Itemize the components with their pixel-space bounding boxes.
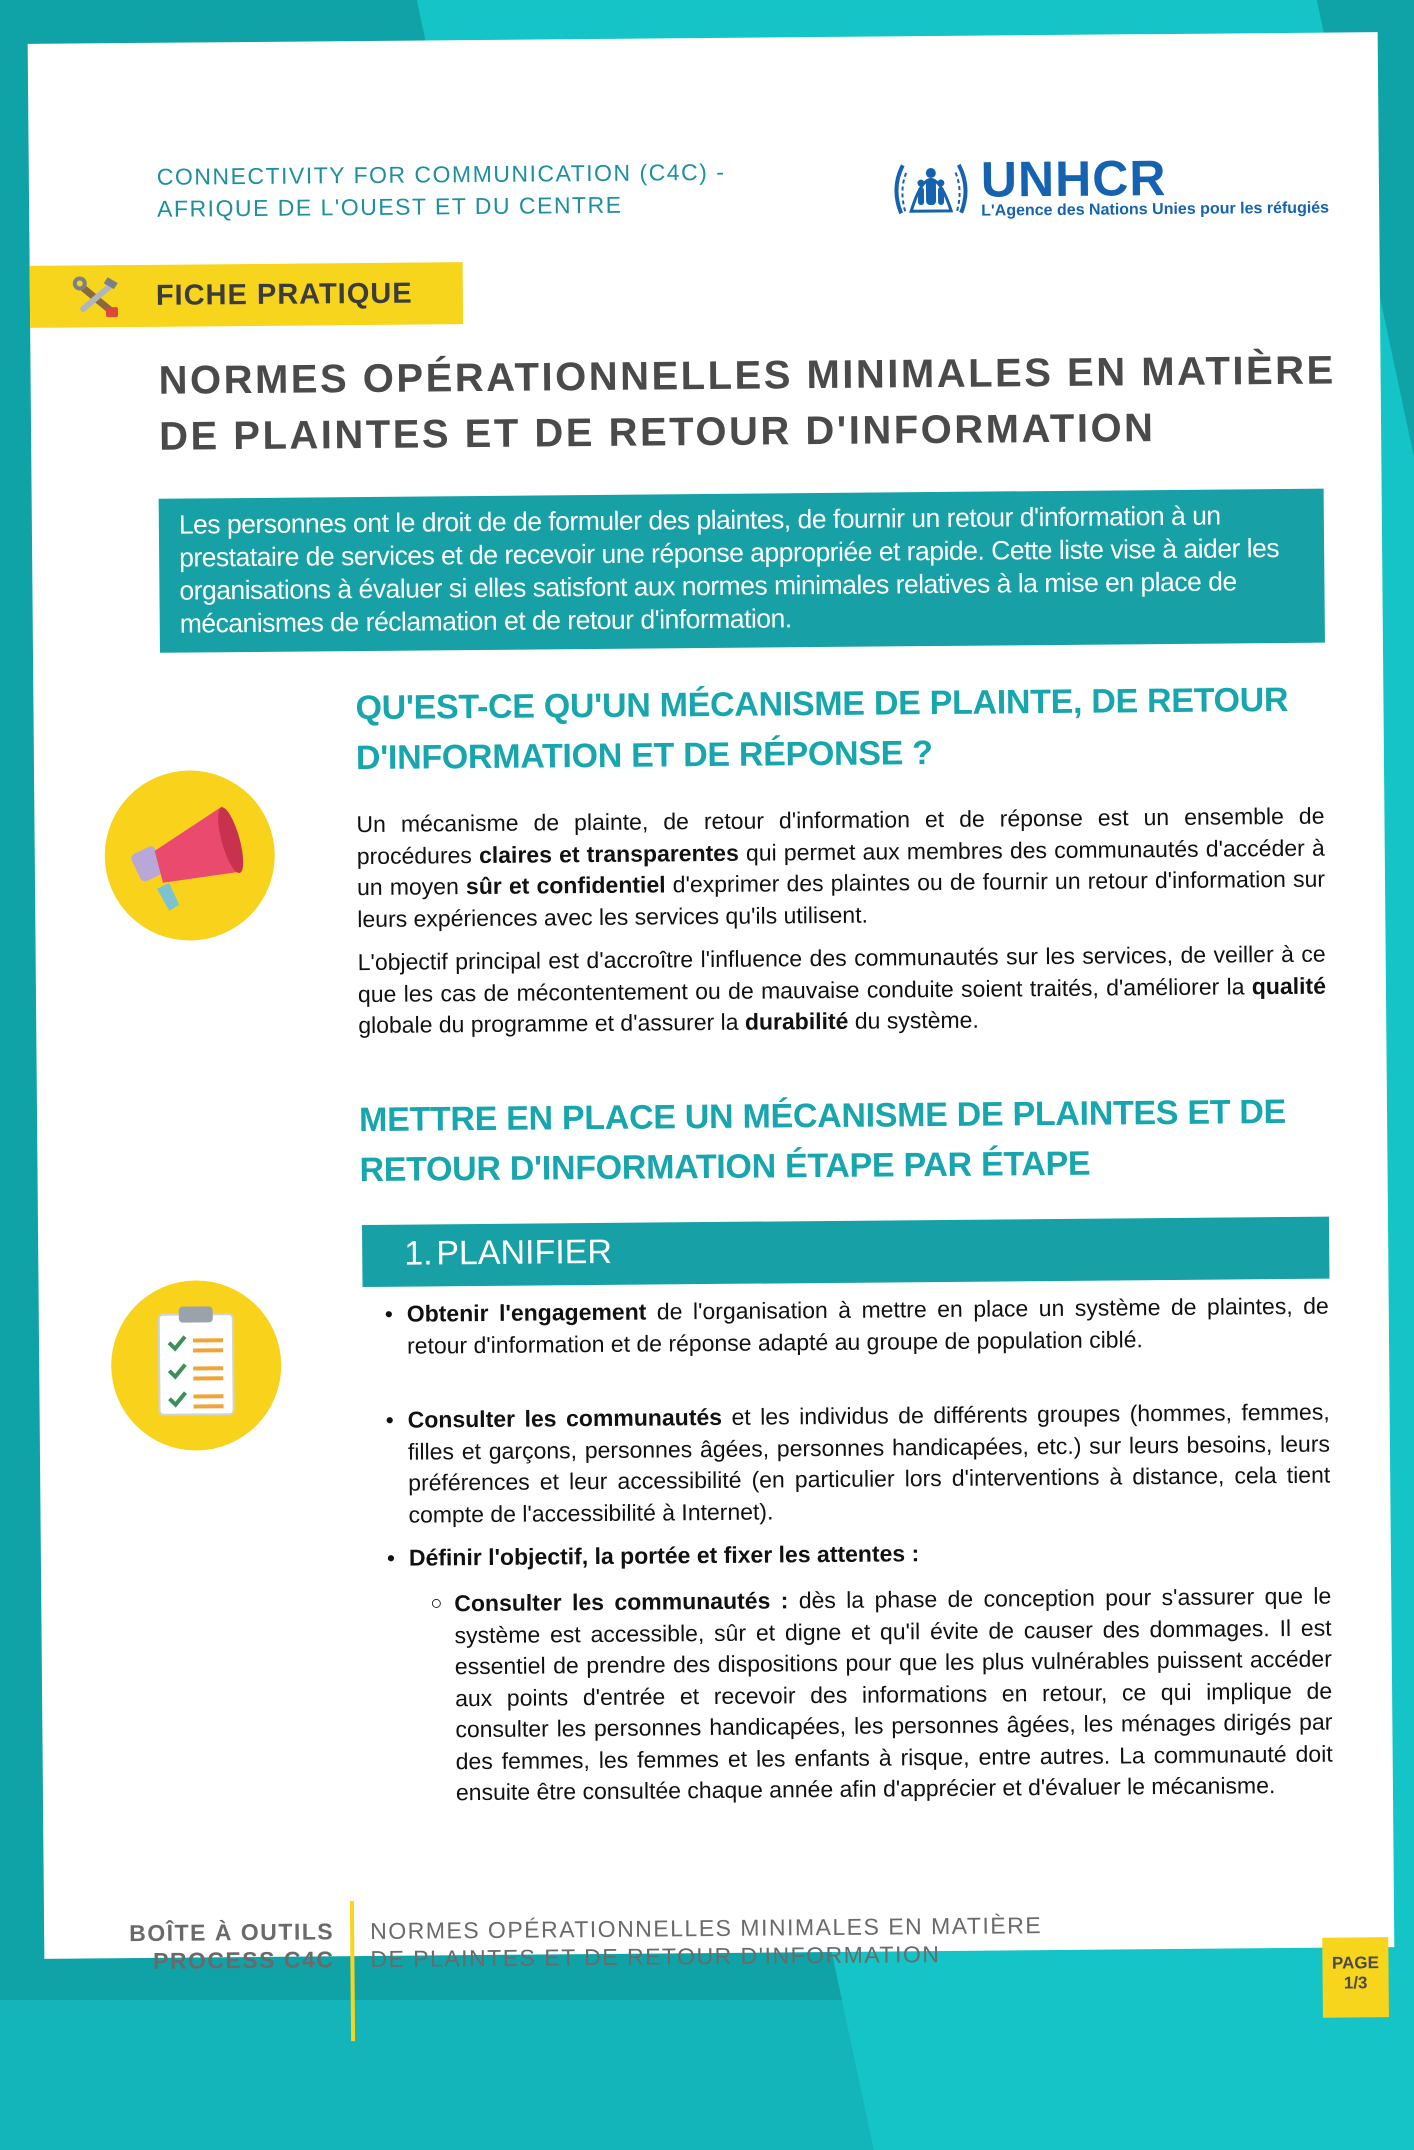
bullet-dot-icon: • bbox=[385, 1406, 394, 1433]
checklist-icon bbox=[110, 1280, 281, 1451]
page-title bbox=[158, 343, 1339, 465]
list-item-text: de l'organisation à mettre en place un système de plaintes, de retour d'information et de réponse adapté au groupe de population ciblé. bbox=[406, 1292, 1329, 1359]
footer-doc-title-line2: DE PLAINTES ET DE RETOUR D'INFORMATION bbox=[370, 1941, 941, 1973]
logo-wordmark: UNHCR bbox=[980, 149, 1167, 208]
bullet-dot-icon: • bbox=[386, 1544, 396, 1571]
checklist-icon-badge bbox=[110, 1280, 281, 1451]
section1-p2-part1: L'objectif principal est d'accroître l'influence des communautés sur les services, de veiller à ce que les cas de mécontentement ou de mauvaise conduite soient traités, d'améliorer la bbox=[357, 940, 1326, 1007]
step-label: PLANIFIER bbox=[436, 1232, 613, 1273]
sub-list-item-text: dès la phase de conception pour s'assurer que le système est accessible, sûr et digne et qu'il évite de causer des dommages. Il est essentiel de prendre des dispositions pour que les plus vulnérables puissent accéder aux points d'entrée et recevoir des informations en retour, ce qui implique de consulter les personnes handicapées, les personnes âgées, les ménages dirigés par des femmes, les femmes et les enfants à risque, entre autres. La communauté doit ensuite être consultée chaque année afin d'apprécier et d'évaluer le mécanisme. bbox=[454, 1582, 1333, 1806]
section1-paragraph2 bbox=[358, 939, 1327, 1042]
logo-tagline: L'Agence des Nations Unies pour les réfugiés bbox=[981, 199, 1330, 220]
section1-heading-line1: QU'EST-CE QU'UN MÉCANISME DE PLAINTE, DE RETOUR bbox=[355, 680, 1289, 728]
section1-p1-part3: d'exprimer des plaintes ou de fournir un retour d'information sur leurs expériences avec les services qu'ils utilisent. bbox=[357, 865, 1326, 932]
section1-p1-part2: qui permet aux membres des communautés d'accéder à un moyen bbox=[356, 834, 1325, 901]
section1-p1-part1: Un mécanisme de plainte, de retour d'information et de réponse est un ensemble de procédures bbox=[356, 802, 1325, 869]
bullet-dot-icon: • bbox=[384, 1300, 393, 1327]
footer-toolbox bbox=[104, 1917, 334, 1975]
section2-heading-line2: RETOUR D'INFORMATION ÉTAPE PAR ÉTAPE bbox=[359, 1144, 1091, 1190]
list-item-text: et les individus de différents groupes (hommes, femmes, filles et garçons, personnes âgées, personnes handicapées, etc.) sur leurs besoins, leurs préférences et leur accessibilité (en particulier lors d'interventions à distance, cela tient compte de l'accessibilité à Internet). bbox=[407, 1398, 1331, 1528]
org-title bbox=[157, 156, 726, 225]
list-item-bold: Définir l'objectif, la portée et fixer les attentes : bbox=[408, 1540, 920, 1571]
sub-list-item-bold: Consulter les communautés : bbox=[454, 1587, 789, 1617]
tools-icon bbox=[70, 273, 124, 321]
page-label: PAGE bbox=[1331, 1953, 1380, 1973]
section2-heading-line1: METTRE EN PLACE UN MÉCANISME DE PLAINTES ET DE bbox=[358, 1092, 1287, 1140]
org-title-line1: CONNECTIVITY FOR COMMUNICATION (C4C) - bbox=[156, 158, 726, 190]
section1-p2-part3: du système. bbox=[848, 1006, 979, 1034]
fiche-pratique-label: FICHE PRATIQUE bbox=[155, 277, 413, 312]
footer-toolbox-line1: BOÎTE À OUTILS bbox=[129, 1918, 335, 1947]
list-item bbox=[385, 1397, 1331, 1531]
list-item bbox=[386, 1535, 1331, 1575]
section1-p2-part2: globale du programme et d'assurer la bbox=[358, 1008, 745, 1039]
section1-p2-bold1: qualité bbox=[1251, 972, 1327, 999]
intro-text: Les personnes ont le droit de de formuler des plaintes, de fournir un retour d'information à un prestataire de services et de recevoir une réponse appropriée et rapide. Cette liste vise à aider les organisations à évaluer si elles satisfont aux normes minimales relatives à la mise en place de mécanismes de réclamation et de retour d'information. bbox=[178, 500, 1280, 639]
section1-paragraph1 bbox=[356, 801, 1325, 935]
step-header bbox=[362, 1217, 1330, 1287]
list-item bbox=[384, 1291, 1330, 1362]
page-number-tag bbox=[1322, 1937, 1389, 2018]
sub-list-item bbox=[430, 1581, 1333, 1809]
page-number: 1/3 bbox=[1343, 1973, 1368, 1993]
section1-p2-bold2: durabilité bbox=[744, 1007, 849, 1035]
unhcr-emblem-icon bbox=[891, 153, 972, 224]
footer-doc-title-line1: NORMES OPÉRATIONNELLES MINIMALES EN MATIÈRE bbox=[370, 1912, 1043, 1945]
unhcr-logo bbox=[891, 148, 1332, 232]
circle-bullet-icon: ○ bbox=[430, 1592, 443, 1615]
section1-heading-line2: D'INFORMATION ET DE RÉPONSE ? bbox=[355, 734, 933, 778]
document-page bbox=[28, 32, 1395, 1993]
footer-toolbox-line2: PROCESS C4C bbox=[152, 1946, 335, 1974]
page-title-line2: DE PLAINTES ET DE RETOUR D'INFORMATION bbox=[158, 406, 1156, 459]
org-title-line2: AFRIQUE DE L'OUEST ET DU CENTRE bbox=[157, 191, 623, 222]
section1-heading bbox=[355, 674, 1356, 783]
section1-p1-bold1: claires et transparentes bbox=[478, 839, 739, 868]
intro-box bbox=[159, 489, 1325, 653]
page-title-line1: NORMES OPÉRATIONNELLES MINIMALES EN MATIÈRE bbox=[158, 348, 1336, 403]
section1-p1-bold2: sûr et confidentiel bbox=[465, 871, 666, 900]
megaphone-icon bbox=[104, 770, 275, 941]
footer-doc-title bbox=[370, 1911, 1042, 1973]
section2-heading bbox=[359, 1086, 1360, 1195]
list-item-bold: Consulter les communautés bbox=[407, 1403, 723, 1433]
megaphone-icon-badge bbox=[104, 770, 275, 941]
footer-divider bbox=[350, 1901, 355, 2041]
step-number: 1. bbox=[404, 1234, 433, 1273]
list-item-bold: Obtenir l'engagement bbox=[406, 1298, 647, 1327]
fiche-pratique-banner bbox=[30, 262, 464, 328]
